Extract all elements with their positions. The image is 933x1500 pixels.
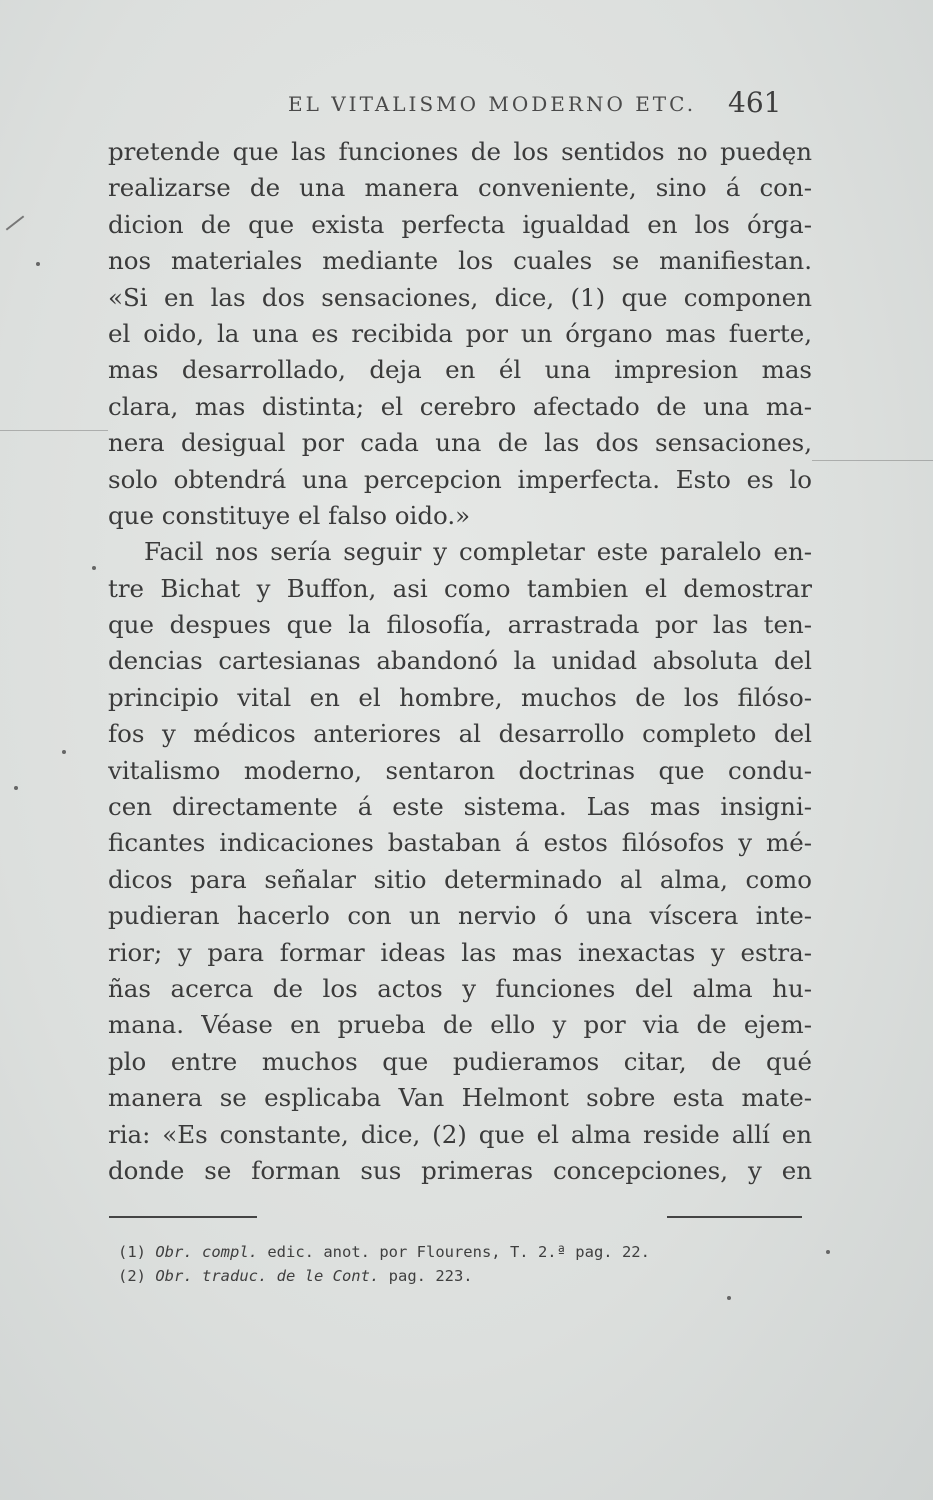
text-line: ñas acerca de los actos y funciones del alma hu- — [108, 973, 812, 1003]
text-line: que despues que la filosofía, arrastrada por las ten- — [108, 610, 812, 640]
text-line: rior; y para formar ideas las mas inexactas y estra- — [108, 937, 812, 967]
text-line: ficantes indicaciones bastaban á estos filósofos y mé- — [108, 828, 812, 858]
text-line: «Si en las dos sensaciones, dice, (1) que componen — [108, 282, 812, 312]
margin-speck — [92, 566, 96, 570]
text-line: el oido, la una es recibida por un órgano mas fuerte, — [108, 318, 812, 348]
main-text-block — [108, 134, 812, 1189]
footnote-mark: (1) — [118, 1243, 146, 1261]
footnote-rule-left — [109, 1216, 257, 1218]
text-line: dicion de que exista perfecta igualdad en los órga- — [108, 209, 812, 239]
text-line: mas desarrollado, deja en él una impresion mas — [108, 355, 812, 385]
text-line: que constituye el falso oido.» — [108, 500, 471, 530]
footnote-text: edic. anot. por Flourens, T. 2.ª pag. 22. — [267, 1243, 650, 1261]
footnotes — [118, 1240, 650, 1288]
margin-speck — [62, 750, 66, 754]
text-line: realizarse de una manera conveniente, sino á con- — [108, 173, 812, 203]
footnote-1 — [118, 1240, 650, 1264]
show-through-line — [0, 430, 108, 431]
text-line: principio vital en el hombre, muchos de los filóso- — [108, 682, 812, 712]
margin-pen-mark — [6, 215, 25, 230]
text-line: ria: «Es constante, dice, (2) que el alma reside allí en — [108, 1119, 812, 1149]
text-line: tre Bichat y Buffon, asi como tambien el demostrar — [108, 573, 812, 603]
margin-speck — [36, 262, 40, 266]
text-line: dicos para señalar sitio determinado al alma, como — [108, 864, 812, 894]
text-line: plo entre muchos que pudieramos citar, de qué — [108, 1046, 812, 1076]
text-line: pudieran hacerlo con un nervio ó una víscera inte- — [108, 901, 812, 931]
footnote-text: pag. 223. — [388, 1267, 473, 1285]
footnote-rule-right — [667, 1216, 802, 1218]
margin-speck — [14, 786, 18, 790]
footnote-ref: Obr. traduc. de le Cont. — [155, 1267, 380, 1285]
text-line: nera desigual por cada una de las dos sensaciones, — [108, 428, 812, 458]
footnote-ref: Obr. compl. — [155, 1243, 258, 1261]
footnote-mark: (2) — [118, 1267, 146, 1285]
page-number: 461 — [728, 86, 782, 119]
footnote-2 — [118, 1264, 650, 1288]
show-through-line — [812, 460, 933, 461]
text-line: donde se forman sus primeras concepciones, y en — [108, 1155, 812, 1185]
text-line: cen directamente á este sistema. Las mas insigni- — [108, 792, 812, 822]
running-title: EL VITALISMO MODERNO ETC. — [288, 92, 697, 116]
text-line: nos materiales mediante los cuales se manifiestan. — [108, 246, 812, 276]
text-line: clara, mas distinta; el cerebro afectado de una ma- — [108, 391, 812, 421]
margin-speck — [826, 1250, 830, 1254]
text-line: Facil nos sería seguir y completar este paralelo en- — [144, 537, 812, 567]
margin-speck — [727, 1296, 731, 1300]
text-line: fos y médicos anteriores al desarrollo completo del — [108, 719, 812, 749]
text-line: solo obtendrá una percepcion imperfecta. Esto es lo — [108, 464, 812, 494]
text-line: vitalismo moderno, sentaron doctrinas que condu- — [108, 755, 812, 785]
text-line: manera se esplicaba Van Helmont sobre esta mate- — [108, 1083, 812, 1113]
text-line: mana. Véase en prueba de ello y por via de ejem- — [108, 1010, 812, 1040]
text-line: dencias cartesianas abandonó la unidad absoluta del — [108, 646, 812, 676]
text-line: pretende que las funciones de los sentidos no puedęn — [108, 137, 812, 166]
